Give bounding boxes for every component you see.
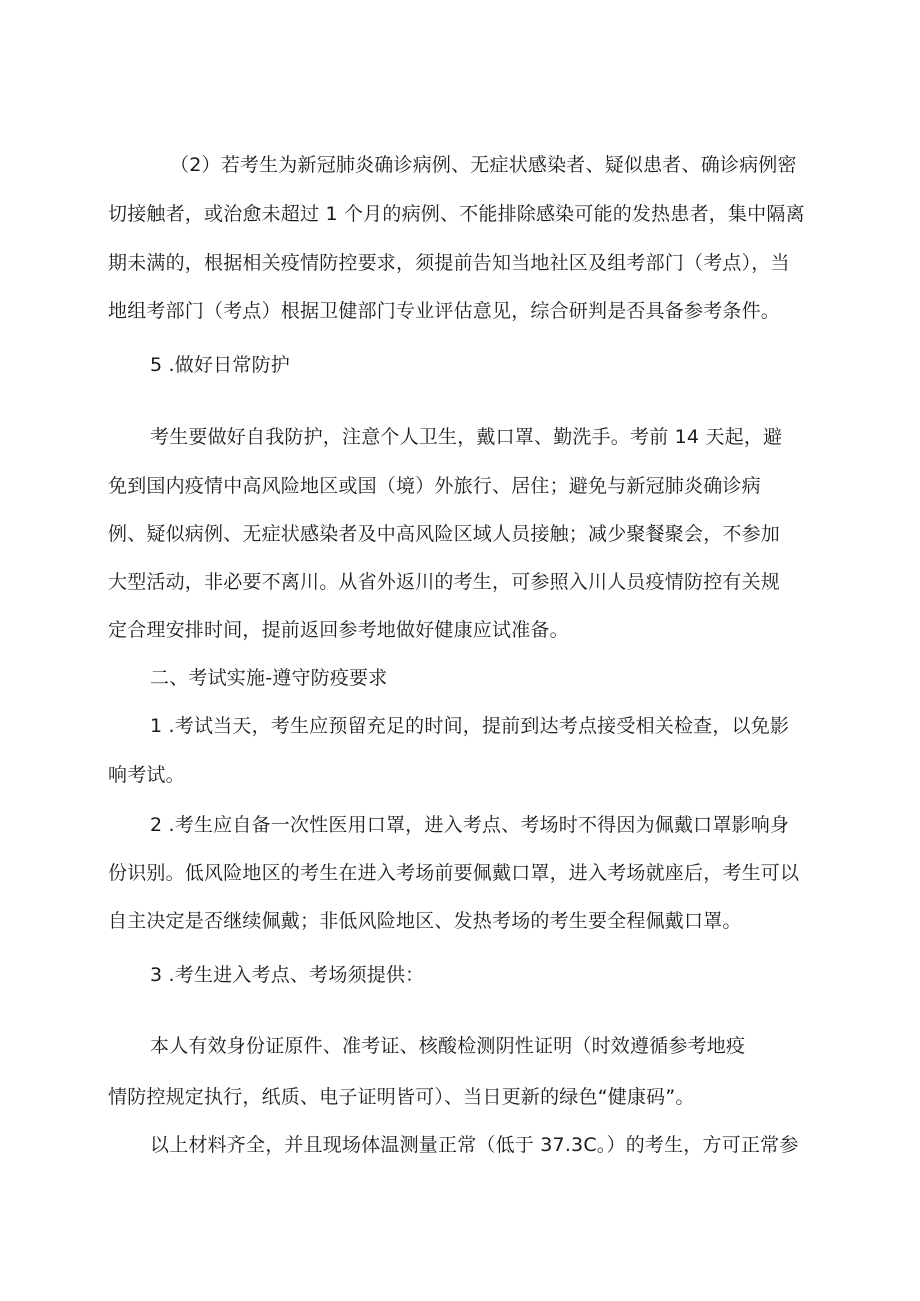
paragraph-1-line-2: 切接触者，或治愈未超过 1 个月的病例、不能排除感染可能的发热患者，集中隔离 <box>108 203 805 225</box>
paragraph-2-line-1: 考生要做好自我防护，注意个人卫生，戴口罩、勤洗手。考前 14 天起，避 <box>150 426 783 448</box>
paragraph-2-line-4: 大型活动，非必要不离川。从省外返川的考生，可参照入川人员疫情防控有关规 <box>108 571 781 593</box>
paragraph-2-line-3: 例、疑似病例、无症状感染者及中高风险区域人员接触；减少聚餐聚会，不参加 <box>108 523 781 545</box>
paragraph-3-line-2: 情防控规定执行，纸质、电子证明皆可）、当日更新的绿色“健康码”。 <box>108 1086 695 1108</box>
item-1-line-1: 1 .考试当天，考生应预留充足的时间，提前到达考点接受相关检查，以免影 <box>150 715 790 737</box>
item-1-line-2: 响考试。 <box>108 764 185 786</box>
item-3: 3 .考生进入考点、考场须提供： <box>150 964 425 986</box>
section-heading-2: 二、考试实施-遵守防疫要求 <box>150 667 388 689</box>
paragraph-3-line-1: 本人有效身份证原件、准考证、核酸检测阴性证明（时效遵循参考地疫 <box>150 1035 746 1057</box>
paragraph-1-line-4: 地组考部门（考点）根据卫健部门专业评估意见，综合研判是否具备参考条件。 <box>108 300 781 322</box>
paragraph-1-line-1: （2）若考生为新冠肺炎确诊病例、无症状感染者、疑似患者、确诊病例密 <box>170 154 797 176</box>
paragraph-2-line-2: 免到国内疫情中高风险地区或国（境）外旅行、居住；避免与新冠肺炎确诊病 <box>108 475 761 497</box>
item-2-line-1: 2 .考生应自备一次性医用口罩，进入考点、考场时不得因为佩戴口罩影响身 <box>150 814 790 836</box>
item-2-line-3: 自主决定是否继续佩戴；非低风险地区、发热考场的考生要全程佩戴口罩。 <box>108 910 742 932</box>
paragraph-1-line-3: 期未满的，根据相关疫情防控要求，须提前告知当地社区及组考部门（考点），当 <box>108 252 790 274</box>
section-heading-5: 5 .做好日常防护 <box>150 354 290 376</box>
paragraph-2-line-5: 定合理安排时间，提前返回参考地做好健康应试准备。 <box>108 619 569 641</box>
paragraph-4-line-1: 以上材料齐全，并且现场体温测量正常（低于 37.3C。）的考生，方可正常参 <box>150 1134 799 1156</box>
item-2-line-2: 份识别。低风险地区的考生在进入考场前要佩戴口罩，进入考场就座后，考生可以 <box>108 862 800 884</box>
